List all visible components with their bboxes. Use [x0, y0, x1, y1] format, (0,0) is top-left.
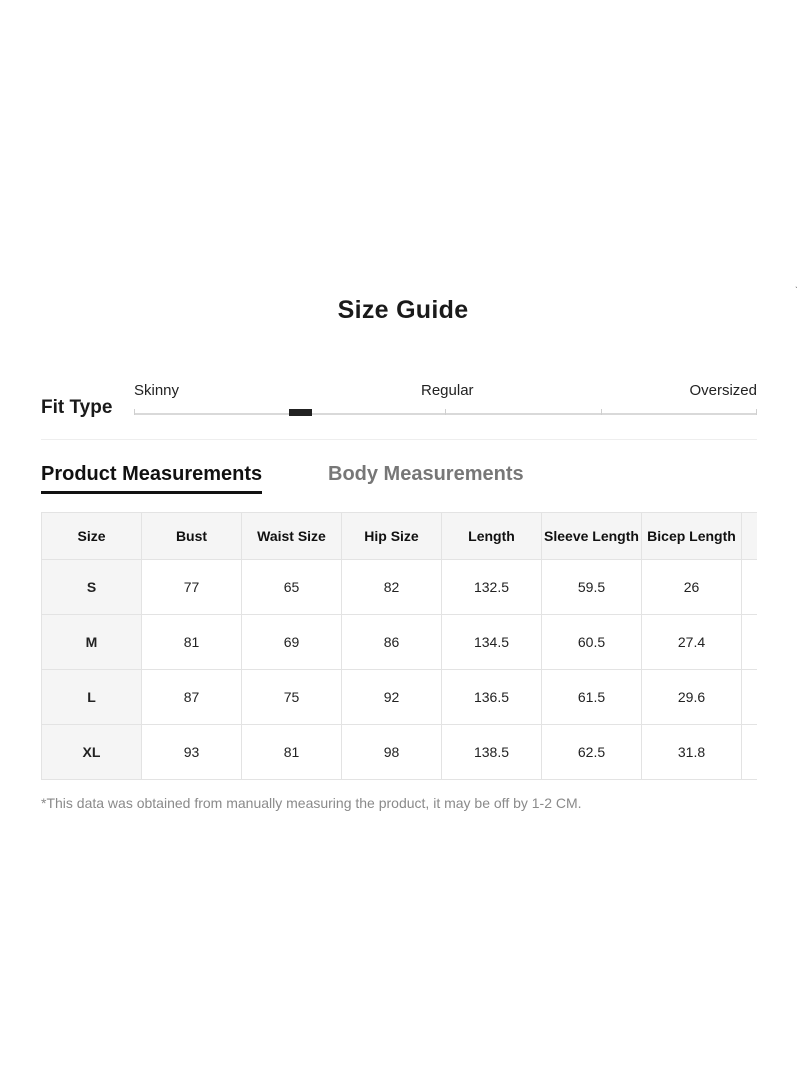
measurement-footnote: *This data was obtained from manually measuring the product, it may be off by 1-2 CM.: [41, 795, 582, 811]
table-cell: [742, 615, 758, 670]
column-header-hip-size: Hip Size: [342, 513, 442, 560]
table-cell: [742, 560, 758, 615]
table-cell: [742, 725, 758, 780]
measurements-table-container[interactable]: [41, 512, 757, 780]
fit-scale-marker: [289, 409, 312, 416]
table-cell: 62.5: [542, 725, 642, 780]
table-cell-size: L: [42, 670, 142, 725]
table-cell: 59.5: [542, 560, 642, 615]
fit-scale-tick: [756, 409, 757, 415]
fit-type-scale: [134, 382, 757, 422]
column-header-more: [742, 513, 758, 560]
table-row: [42, 670, 758, 725]
table-cell: 75: [242, 670, 342, 725]
table-cell: 93: [142, 725, 242, 780]
fit-scale-tick: [445, 409, 446, 415]
fit-scale-tick: [601, 409, 602, 415]
column-header-sleeve-length: Sleeve Length: [542, 513, 642, 560]
table-cell-size: M: [42, 615, 142, 670]
fit-scale-tick: [134, 409, 135, 415]
table-cell: 61.5: [542, 670, 642, 725]
table-cell: 26: [642, 560, 742, 615]
table-cell: 60.5: [542, 615, 642, 670]
section-divider: [41, 439, 757, 440]
tab-product-measurements[interactable]: Product Measurements: [41, 463, 262, 494]
table-cell: 65: [242, 560, 342, 615]
table-cell: 132.5: [442, 560, 542, 615]
fit-scale-label-oversized: Oversized: [689, 382, 757, 399]
table-cell: 86: [342, 615, 442, 670]
measurements-table: [41, 512, 757, 780]
table-cell: 136.5: [442, 670, 542, 725]
table-cell: [742, 670, 758, 725]
fit-type-label: Fit Type: [41, 397, 113, 418]
table-cell: 87: [142, 670, 242, 725]
table-cell: 81: [142, 615, 242, 670]
tab-body-measurements[interactable]: Body Measurements: [328, 463, 524, 485]
table-cell: 81: [242, 725, 342, 780]
table-cell-size: XL: [42, 725, 142, 780]
table-cell: 69: [242, 615, 342, 670]
table-header-row: [42, 513, 758, 560]
table-cell: 77: [142, 560, 242, 615]
table-cell: 138.5: [442, 725, 542, 780]
table-cell-size: S: [42, 560, 142, 615]
table-cell: 98: [342, 725, 442, 780]
table-cell: 29.6: [642, 670, 742, 725]
table-row: [42, 615, 758, 670]
column-header-size: Size: [42, 513, 142, 560]
corner-mark: ˎ: [795, 278, 798, 288]
table-row: [42, 560, 758, 615]
fit-scale-label-regular: Regular: [421, 382, 474, 399]
table-cell: 92: [342, 670, 442, 725]
column-header-bust: Bust: [142, 513, 242, 560]
column-header-length: Length: [442, 513, 542, 560]
table-cell: 31.8: [642, 725, 742, 780]
fit-scale-label-skinny: Skinny: [134, 382, 180, 399]
table-row: [42, 725, 758, 780]
page-title: Size Guide: [337, 296, 469, 324]
table-cell: 134.5: [442, 615, 542, 670]
column-header-waist-size: Waist Size: [242, 513, 342, 560]
column-header-bicep-length: Bicep Length: [642, 513, 742, 560]
table-cell: 27.4: [642, 615, 742, 670]
table-cell: 82: [342, 560, 442, 615]
